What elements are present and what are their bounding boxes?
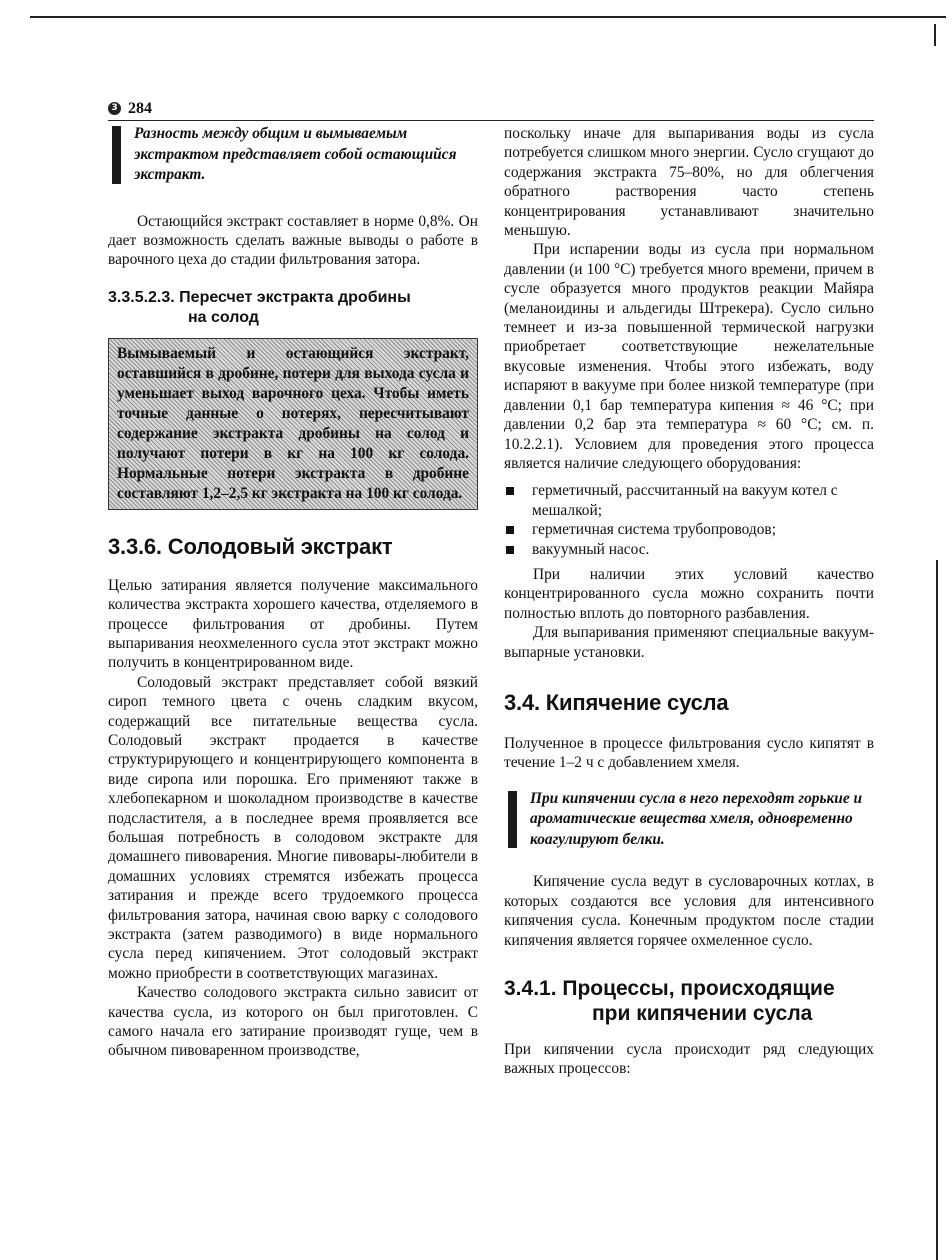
left-column: [108, 124, 478, 1061]
margin-note: [504, 789, 874, 851]
chapter-badge-icon: 3: [108, 102, 121, 115]
paragraph: Кипячение сусла ведут в сусловарочных котлах, в которых создаются все условия для интенсивного кипячения сусла. Конечным продуктом после стадии кипячения является горячее охмеленное сусло.: [504, 873, 874, 949]
paragraph: поскольку иначе для выпаривания воды из сусла потребуется слишком много энергии. Сусло сгущают до содержания экстракта 75–80%, но для облегчения обратного растворения часто степень концентрирования устанавливают значительно меньшую.: [504, 125, 874, 240]
paragraph: Качество солодового экстракта сильно зависит от качества сусла, из которого он был приготовлен. С самого начала его затирание производят гуще, чем в обычном пивоваренном производстве,: [108, 984, 478, 1060]
section-heading-3-3-6: 3.3.6. Солодовый экстракт: [108, 533, 393, 559]
section-heading-3-3-5-2-3: 3.3.5.2.3. Пересчет экстракта дробины на солод: [108, 288, 411, 326]
equipment-list: [504, 481, 874, 559]
right-margin-rule: [936, 560, 938, 1260]
top-rule: [30, 16, 946, 18]
paragraph: Солодовый экстракт представляет собой вязкий сироп темного цвета с очень сладким вкусом, содержащий все питательные вещества сусла. Солодовый экстракт продается в качестве структурирующего и концентрирующего компонента в виде сиропа или порошка. Его применяют также в хлебопекарном и шоколадном производстве в качестве подсластителя, а в последнее время проявляется все большая потребность в солодовом экстракте для домашнего пивоварения. Многие пивовары-любители в домашних условиях стремятся избежать процесса затирания и прежде всего трудоемкого процесса фильтрования затора, начиная свою варку с солодового экстракта (затем разводимого) в виде нормального сусла перед кипячением. Этот солодовый экстракт можно приобрести в соответствующих магазинах.: [108, 673, 478, 982]
paragraph: Полученное в процессе фильтрования сусло кипятят в течение 1–2 ч с добавлением хмеля.: [504, 734, 874, 772]
paragraph: При наличии этих условий качество концентрированного сусла можно сохранить почти полностью вплоть до повторного разбавления.: [504, 565, 874, 622]
section-heading-3-4: 3.4. Кипячение сусла: [504, 689, 729, 715]
paragraph: При испарении воды из сусла при нормальном давлении (и 100 °С) требуется много времени, причем в сусле образуется много продуктов реакции Майяра (меланоидины и альдегиды Штрекера). Сусло сильно темнеет и из-за повышенной термической нагрузки приобретает соответствующие нежелательные вкусовые изменения. Чтобы этого избежать, воду испаряют в вакууме при более низкой температуре (при давлении 0,1 бар температура кипения ≈ 46 °С; при давлении 0,2 бар эта температура ≈ 60 °С; см. п. 10.2.2.1). Условием для проведения этого процесса является наличие следующего оборудования:: [504, 241, 874, 472]
top-rule-tick: [934, 24, 936, 46]
page-header: [108, 100, 874, 121]
section-heading-3-4-1: 3.4.1. Процессы, происходящие при кипячении сусла: [504, 976, 835, 1025]
right-column: [504, 124, 874, 1079]
paragraph: При кипячении сусла происходит ряд следующих важных процессов:: [504, 1040, 874, 1078]
margin-note: [108, 124, 478, 186]
margin-note-text: При кипячении сусла в него переходят горькие и ароматические вещества хмеля, одновременно коагулируют белки.: [530, 789, 863, 848]
list-item: вакуумный насос.: [504, 540, 874, 559]
list-item: герметичная система трубопроводов;: [504, 520, 874, 539]
paragraph: Целью затирания является получение максимального количества экстракта хорошего качества, отделяемого в процессе фильтрования от дробины. Путем выпаривания неохмеленного сусла этот экстракт можно получить в концентрированном виде.: [108, 576, 478, 672]
page-number: 284: [128, 100, 152, 117]
list-item: герметичный, рассчитанный на вакуум котел с мешалкой;: [504, 481, 874, 520]
shaded-box: Вымываемый и остающийся экстракт, оставшийся в дробине, потери для выхода сусла и уменьшает выход варочного цеха. Чтобы иметь точные данные о потерях, пересчитывают содержание экстракта дробины на солод и получают потери в кг на 100 кг солода. Нормальные потери экстракта в дробине составляют 1,2–2,5 кг экстракта на 100 кг солода.: [108, 338, 478, 510]
paragraph: Для выпаривания применяют специальные вакуум-выпарные установки.: [504, 624, 874, 661]
paragraph: Остающийся экстракт составляет в норме 0,8%. Он дает возможность сделать важные выводы о работе в варочного цеха до стадии фильтрования затора.: [108, 212, 478, 269]
margin-note-text: Разность между общим и вымываемым экстрактом представляет собой остающийся экстракт.: [134, 125, 457, 183]
